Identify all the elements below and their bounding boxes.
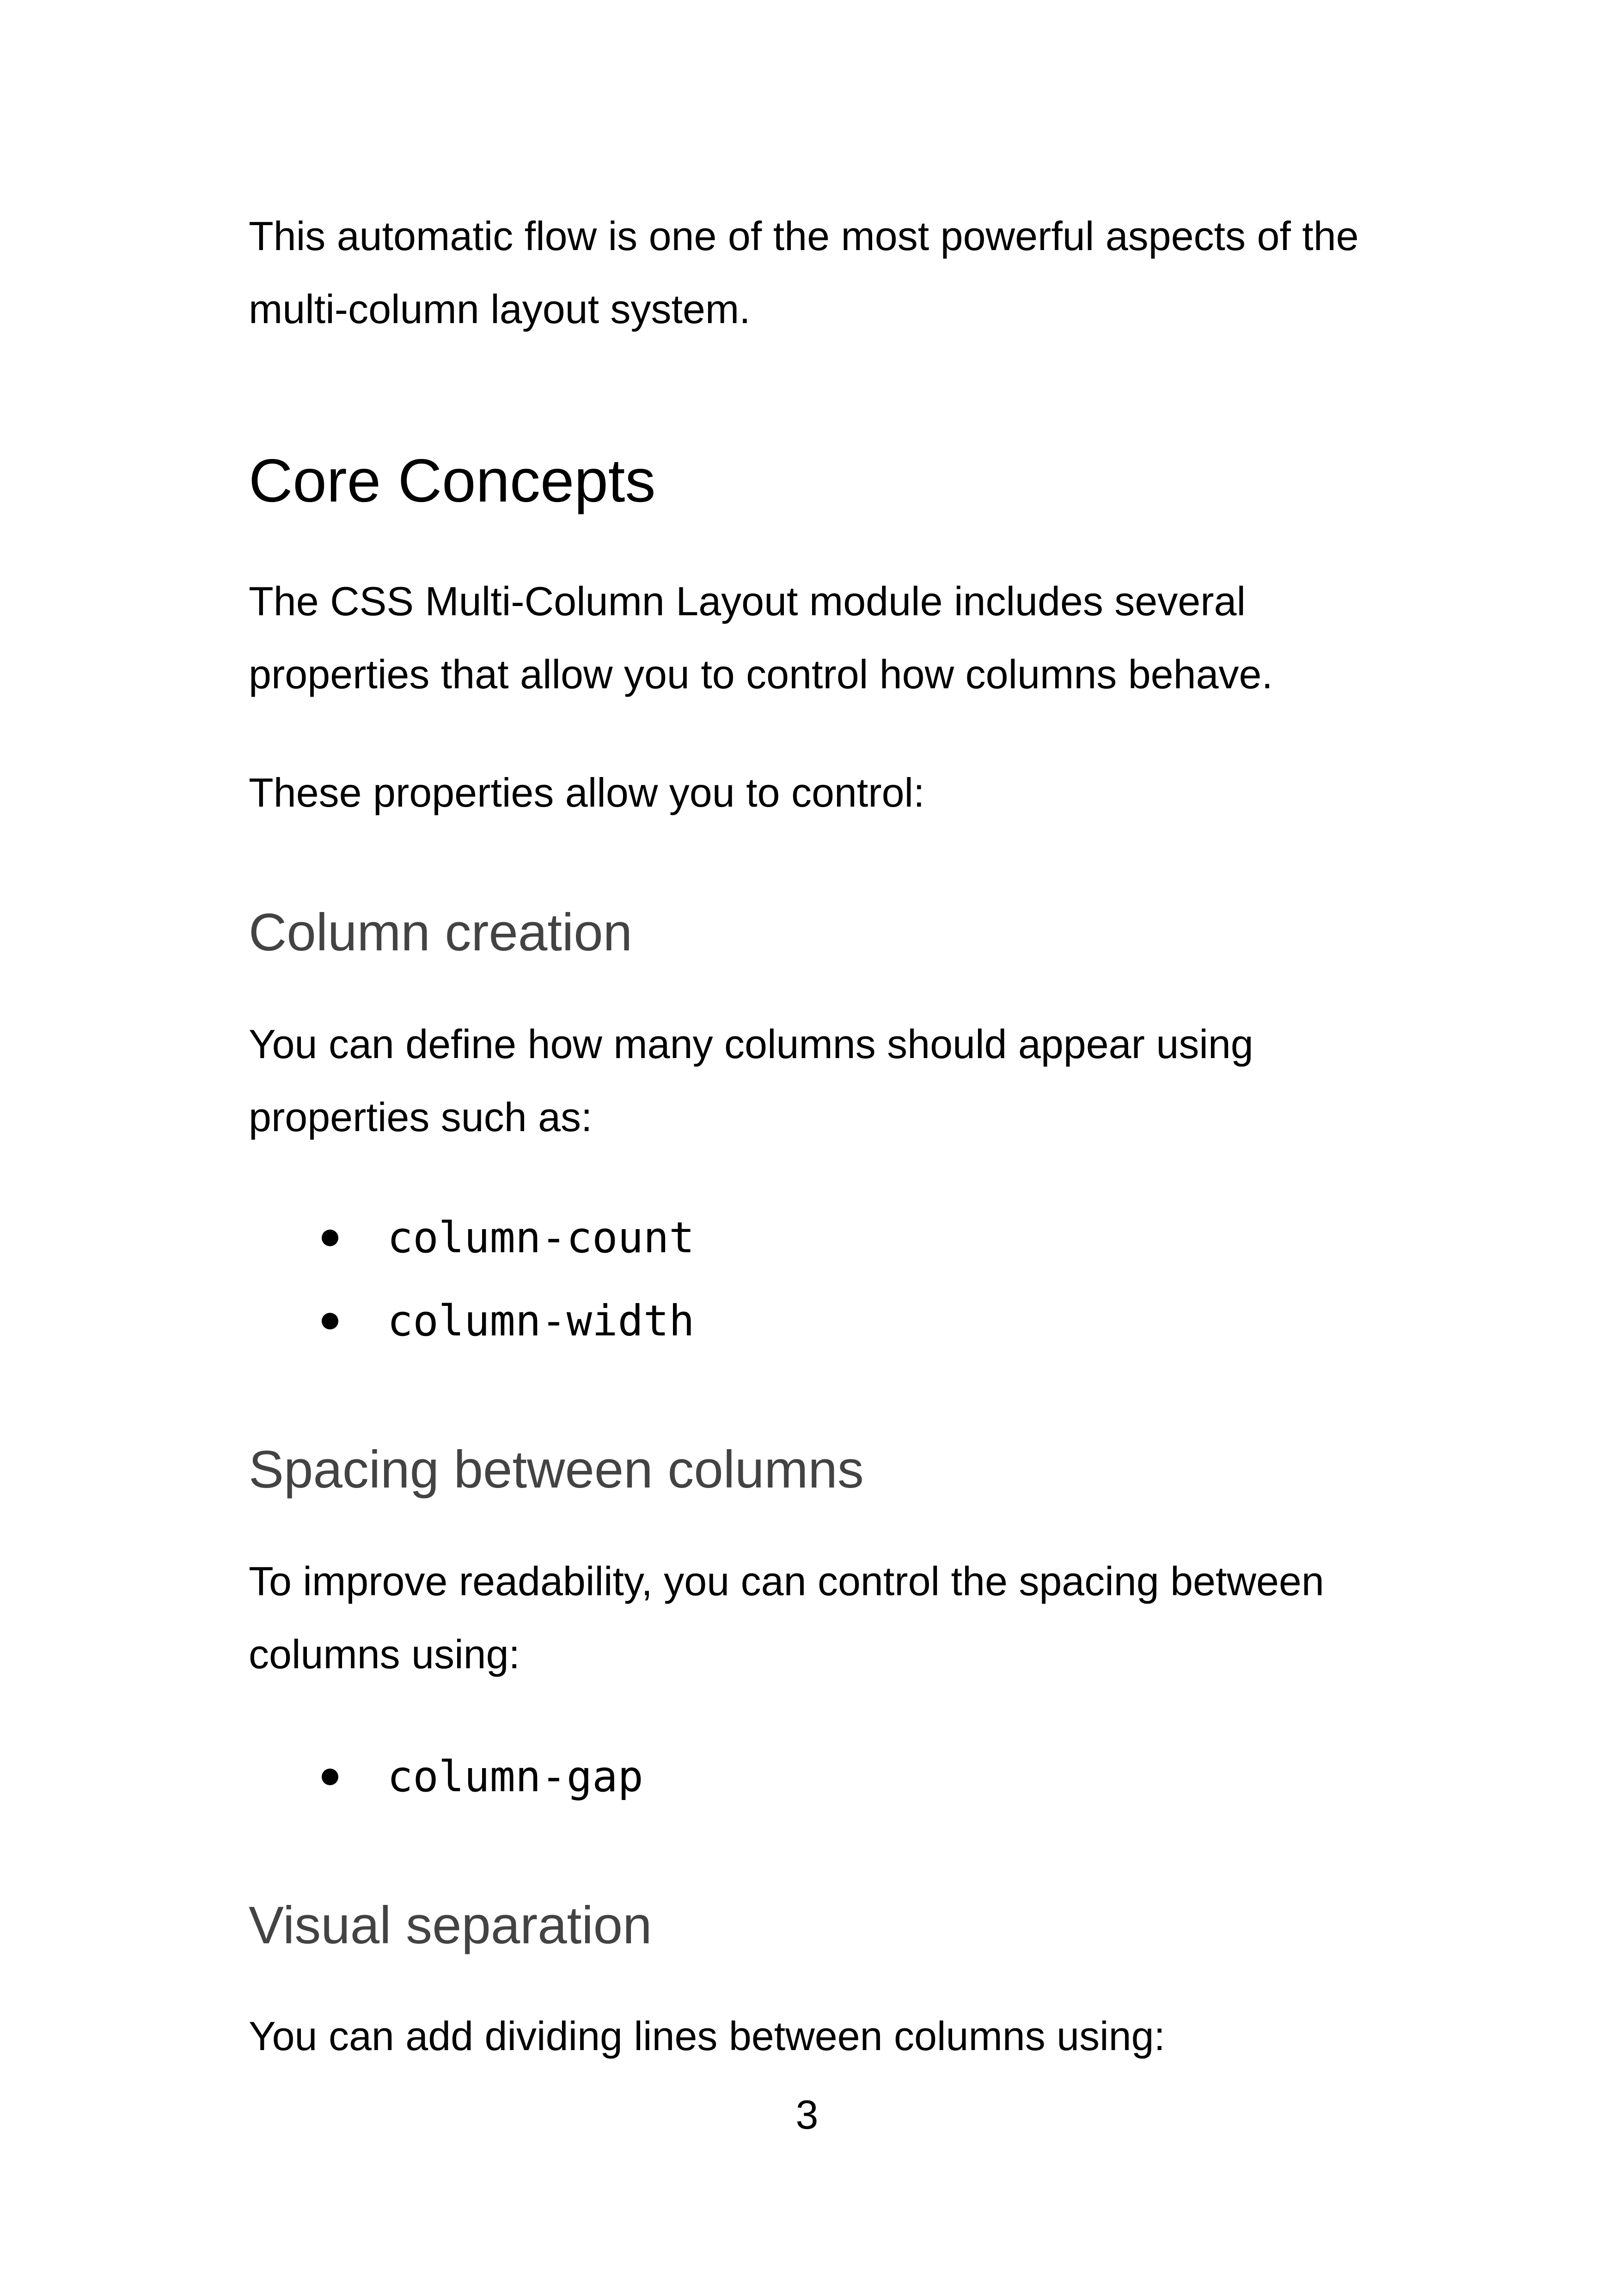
column-creation-line-1: You can define how many columns should appear using (249, 1021, 1253, 1067)
code-column-width: column-width (387, 1296, 695, 1346)
code-column-gap: column-gap (387, 1752, 643, 1801)
subheading-visual-separation: Visual separation (249, 1896, 652, 1955)
intro-line-1: This automatic flow is one of the most powerful aspects of the (249, 213, 1359, 259)
page-number: 3 (795, 2092, 819, 2137)
intro-line-2: multi-column layout system. (249, 286, 751, 332)
core-para-line-1: The CSS Multi-Column Layout module includes several (249, 578, 1246, 624)
core-control-text: These properties allow you to control: (249, 770, 925, 815)
subheading-spacing-between-columns: Spacing between columns (249, 1440, 864, 1499)
spacing-line-1: To improve readability, you can control the spacing between (249, 1558, 1324, 1604)
core-para-line-2: properties that allow you to control how columns behave. (249, 651, 1273, 697)
bullet-icon (322, 1769, 338, 1785)
column-creation-line-2: properties such as: (249, 1094, 593, 1140)
spacing-line-2: columns using: (249, 1631, 520, 1677)
bullet-icon (322, 1313, 338, 1329)
bullet-icon (322, 1230, 338, 1246)
section-heading-core-concepts: Core Concepts (249, 447, 656, 514)
subheading-column-creation: Column creation (249, 903, 633, 962)
visual-separation-line-1: You can add dividing lines between columns using: (249, 2013, 1165, 2059)
code-column-count: column-count (387, 1213, 695, 1262)
